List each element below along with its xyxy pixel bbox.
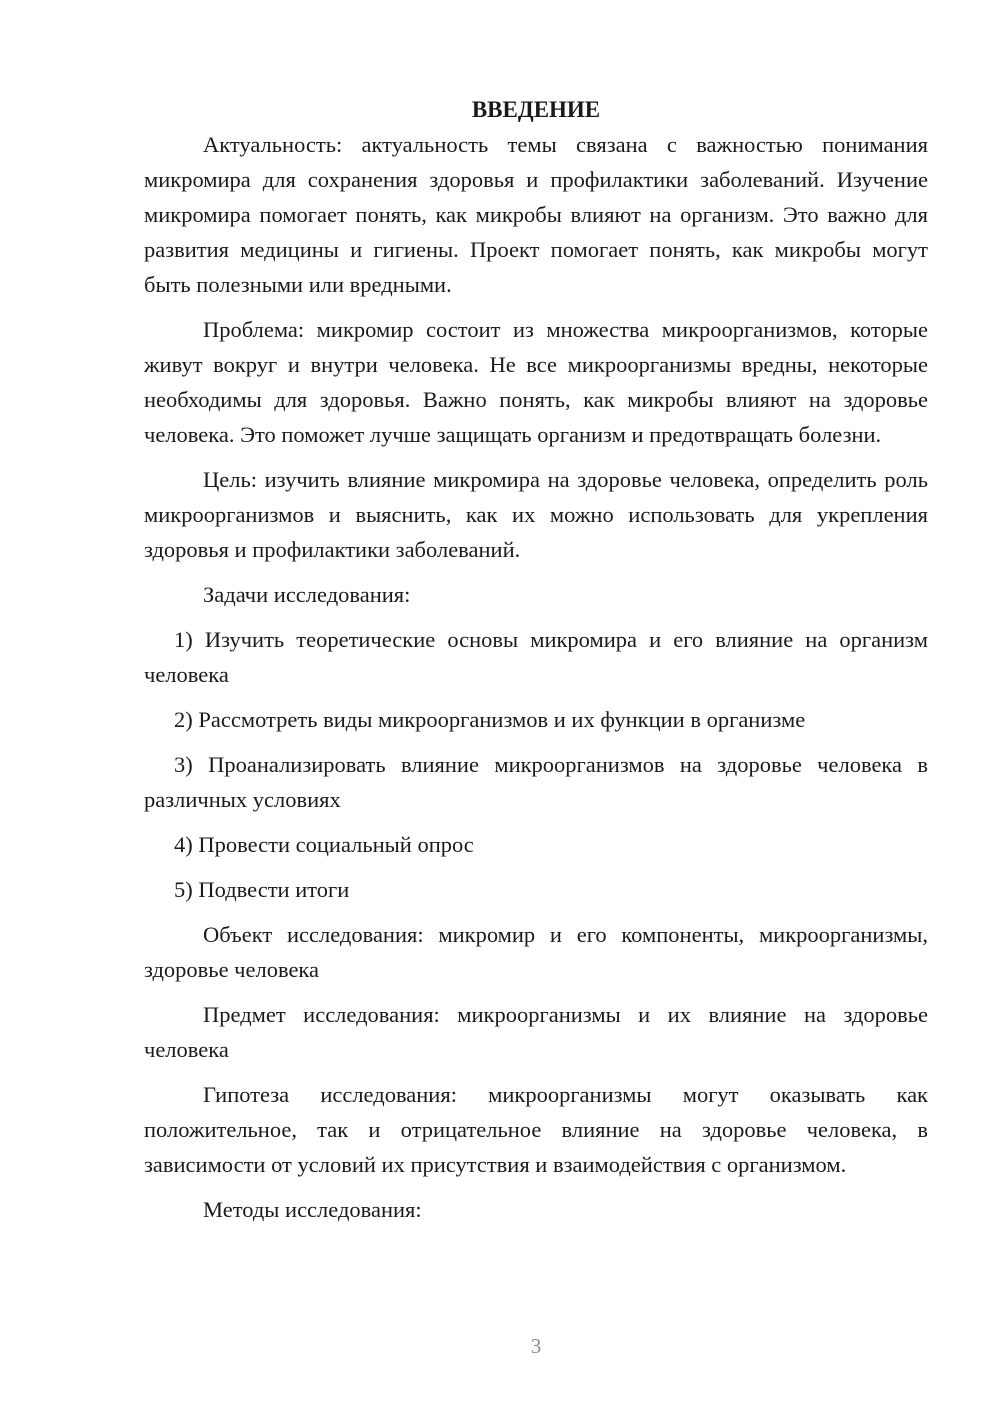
goal-paragraph: Цель: изучить влияние микромира на здоровье человека, определить роль микроорганизмов и выяснить, как их можно использовать для укрепления здоровья и профилактики заболеваний. [144,467,928,562]
task-item-1: 1) Изучить теоретические основы микромира и его влияние на организм человека [144,627,928,687]
subject-paragraph: Предмет исследования: микроорганизмы и их влияние на здоровье человека [144,1002,928,1062]
task-item-5: 5) Подвести итоги [174,877,350,902]
methods-heading: Методы исследования: [203,1197,422,1222]
hypothesis-paragraph: Гипотеза исследования: микроорганизмы могут оказывать как положительное, так и отрицательное влияние на здоровье человека, в зависимости от условий их присутствия и взаимодействия с организмом. [144,1082,928,1177]
problem-paragraph: Проблема: микромир состоит из множества микроорганизмов, которые живут вокруг и внутри человека. Не все микроорганизмы вредны, некоторые необходимы для здоровья. Важно понять, как микробы влияют на здоровье человека. Это поможет лучше защищать организм и предотвращать болезни. [144,317,928,447]
document-page [144,92,928,1237]
task-item-2: 2) Рассмотреть виды микроорганизмов и их функции в организме [174,707,806,732]
tasks-heading: Задачи исследования: [203,582,411,607]
relevance-paragraph: Актуальность: актуальность темы связана с важностью понимания микромира для сохранения здоровья и профилактики заболеваний. Изучение микромира помогает понять, как микробы влияют на организм. Это важно для развития медицины и гигиены. Проект помогает понять, как микробы могут быть полезными или вредными. [144,132,928,297]
section-title: ВВЕДЕНИЕ [471,97,601,122]
object-paragraph: Объект исследования: микромир и его компоненты, микроорганизмы, здоровье человека [144,922,928,982]
page-number: 3 [530,1334,542,1358]
task-item-4: 4) Провести социальный опрос [174,832,474,857]
task-item-3: 3) Проанализировать влияние микроорганизмов на здоровье человека в различных условиях [144,752,928,812]
